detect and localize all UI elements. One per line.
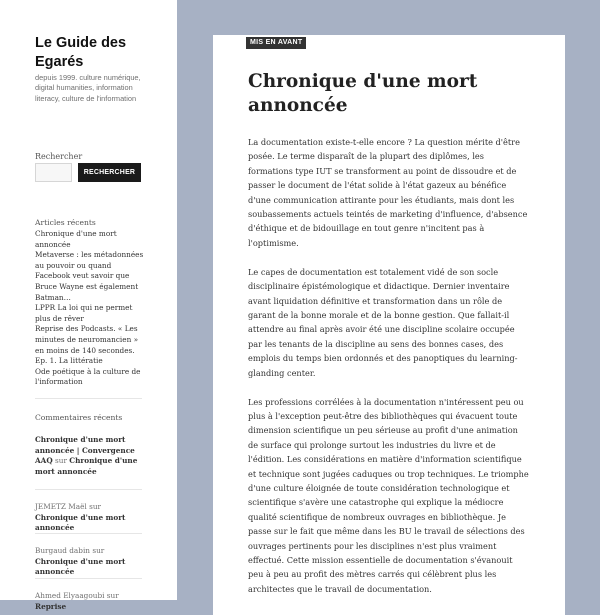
- comment-item: [35, 435, 143, 477]
- article-title[interactable]: Chronique d'une mort annoncée: [248, 71, 478, 116]
- recent-post-link[interactable]: LPPR La loi qui ne permet plus de rêver: [35, 303, 133, 323]
- comment-author: JEMETZ Maël: [35, 502, 87, 511]
- comment-item: [35, 546, 143, 578]
- comment-separator: sur: [52, 456, 70, 466]
- comment-post-link[interactable]: Chronique d'une mort annoncée: [35, 512, 126, 533]
- recent-post-link[interactable]: Ode poétique à la culture de l'information: [35, 366, 141, 387]
- article-paragraph: La documentation existe-t-elle encore ? La question mérite d'être posée. Le terme disparaît de la plupart des diplômes, les formations type IUT se transforment au point de dissoudre et de passer le document de l'état solide à l'état gazeux au bénéfice d'une communication attirante pour les étudiants, mais dont les soubassements actuels teintés de marketing d'influence, d'absence d'éthique et de bidouillage en tout genre n'incitent pas à l'optimisme.: [248, 137, 528, 248]
- article-paragraph: Les professions corrélées à la documentation n'intéressent peu ou plus à l'exception peut-être des bibliothèques qui évacuent toute dimension scientifique un peu sérieuse au profit d'une animation de surface qui prolonge surtout les industries du livre et de l'édition. Les considérations en matière d'information scientifique et technique sont jugées caduques ou trop techniques. Le triomphe d'une culture éloignée de toute considération technologique et scientifique s'avère une catastrophe qui explique la médiocre qualité scientifique de nombreux ouvrages en bibliothèque. Je passe sur le fait que même dans les BU le travail de sélections des ouvrages pertinents pour les disciplines n'est plus vraiment effectué. Cette mission essentielle de documentation s'évanouit peu à peu au profit des mètres carrés qui célèbrent plus les architectes que le travail de documentation.: [248, 396, 529, 594]
- search-label: Rechercher: [35, 152, 83, 161]
- comment-post-link[interactable]: Chronique d'une mort annoncée: [35, 456, 138, 476]
- comment-item: [35, 591, 143, 612]
- recent-comments-title: Commentaires récents: [35, 413, 123, 422]
- comment-author: Burgaud dabin: [35, 546, 90, 555]
- recent-post-link[interactable]: Metaverse : les métadonnées au pouvoir ou quand Facebook veut savoir que Bruce Wayne est également Batman…: [35, 250, 144, 302]
- sidebar: [0, 0, 177, 611]
- article-card: [213, 35, 565, 615]
- recent-posts-title: Articles récents: [35, 218, 96, 227]
- comment-separator: sur: [90, 546, 105, 555]
- site-title[interactable]: Le Guide des Egarés: [35, 35, 127, 70]
- comment-separator: sur: [104, 591, 119, 600]
- recent-post-link[interactable]: Reprise des Podcasts. « Les minutes de neuromancien » en moins de 140 secondes. Ep. 1. La littératie: [35, 324, 139, 366]
- comment-separator: sur: [86, 502, 102, 511]
- comment-divider: [35, 489, 142, 490]
- comment-item: [35, 502, 143, 534]
- comment-author: Ahmed Elyaagoubi: [35, 591, 105, 600]
- comment-divider: [35, 533, 142, 534]
- comment-divider: [35, 578, 142, 579]
- comment-author-link[interactable]: Chronique d'une mort annoncée | Convergence AAQ: [35, 435, 135, 466]
- comment-post-link[interactable]: Reprise: [35, 601, 67, 611]
- article-paragraph: Le capes de documentation est totalement vidé de son socle disciplinaire épistémologique et didactique. Dernier inventaire avant liquidation définitive et transformation dans un rôle de garant de la bonne morale et de la bonne gestion. Que fallait-il attendre au final après avoir été une discipline scolaire occupée par les tenants de la discipline au sens des bonnes cases, des emplois du temps bien ordonnés et des panoptiques du learning-glanding center.: [248, 266, 518, 378]
- widget-divider: [35, 398, 142, 399]
- recent-posts-list: [35, 229, 145, 388]
- featured-badge: MIS EN AVANT: [246, 37, 306, 49]
- article-content: [248, 135, 529, 611]
- recent-post-link[interactable]: Chronique d'une mort annoncée: [35, 229, 117, 249]
- search-button[interactable]: RECHERCHER: [78, 163, 141, 182]
- comment-post-link[interactable]: Chronique d'une mort annoncée: [35, 556, 126, 577]
- search-input[interactable]: [35, 163, 72, 182]
- site-description: depuis 1999. culture numérique, digital humanities, information literacy, culture de l'information: [35, 73, 141, 103]
